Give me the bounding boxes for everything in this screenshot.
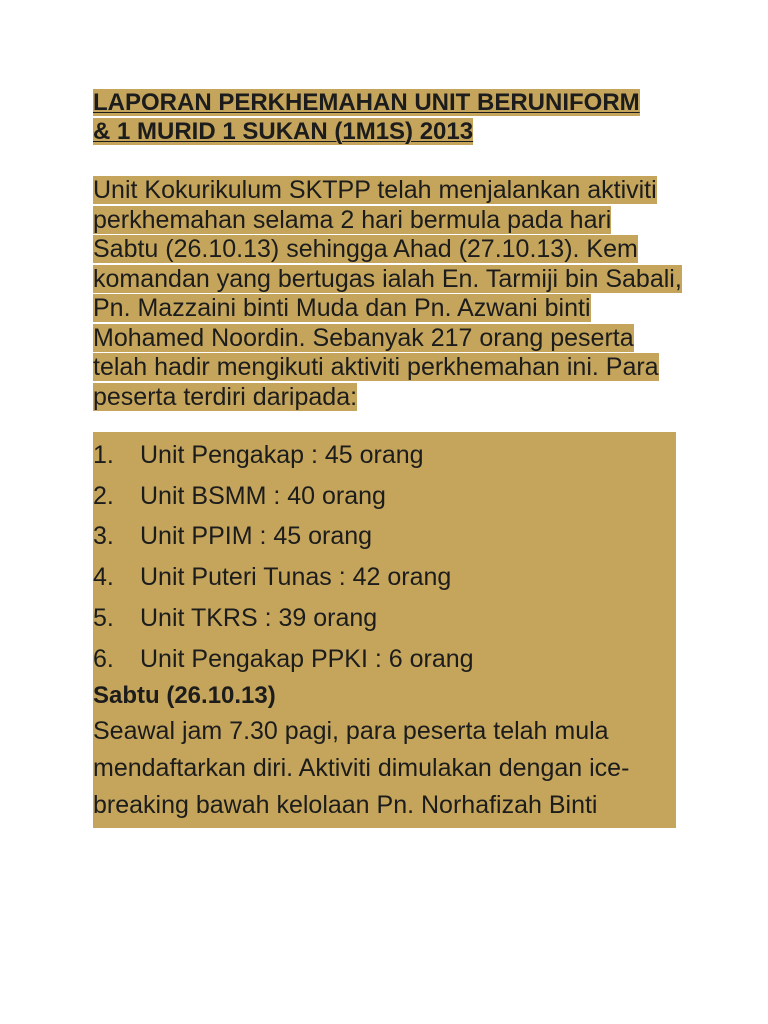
list-item [93,557,676,598]
report-title-text: LAPORAN PERKHEMAHAN UNIT BERUNIFORM & 1 MURID 1 SUKAN (1M1S) 2013 [93,89,640,145]
day-heading: Sabtu (26.10.13) [93,682,276,710]
list-item-number: 4. [93,563,114,592]
day-paragraph: Seawal jam 7.30 pagi, para peserta telah mula mendaftarkan diri. Aktiviti dimulakan dengan ice-breaking bawah kelolaan Pn. Norhafizah Binti [93,717,630,820]
list-item [93,516,676,557]
document-page [93,88,693,828]
intro-paragraph [93,176,683,412]
list-item-number: 2. [93,481,114,510]
list-item-number: 3. [93,522,114,551]
report-title [93,88,663,146]
intro-paragraph-text: Unit Kokurikulum SKTPP telah menjalankan aktiviti perkhemahan selama 2 hari bermula pada hari Sabtu (26.10.13) sehingga Ahad (27.10.13). Kem komandan yang bertugas ialah En. Tarmiji bin Sabali, Pn. Mazzaini binti Muda dan Pn. Azwani binti Mohamed Noordin. Sebanyak 217 orang peserta telah hadir mengikuti aktiviti perkhemahan ini. Para peserta terdiri daripada: [93,176,682,411]
list-item-text: Unit PPIM : 45 orang [140,522,373,551]
list-item-text: Unit TKRS : 39 orang [140,603,378,632]
list-item-number: 6. [93,644,114,673]
list-item [93,639,676,680]
list-item [93,435,676,476]
list-item [93,476,676,517]
list-item-text: Unit Puteri Tunas : 42 orang [140,563,452,592]
list-item [93,598,676,639]
list-item-text: Unit Pengakap : 45 orang [140,441,424,469]
list-item-text: Unit Pengakap PPKI : 6 orang [140,644,474,673]
participant-list [93,435,676,679]
list-item-text: Unit BSMM : 40 orang [140,481,386,510]
list-item-number: 1. [93,441,114,469]
highlighted-section [93,432,676,828]
list-item-number: 5. [93,603,114,632]
